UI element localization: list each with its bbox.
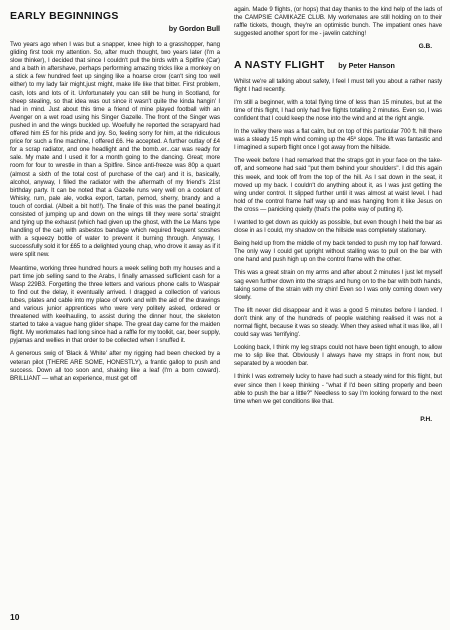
page-number: 10 <box>10 612 20 622</box>
article-paragraph: The lift never did disappear and it was a good 5 minutes before I landed. I don't think any of the hundreds of people watching realised it was not a normal flight, because it was so steady. When they asked what it was like, all I could say was 'terrifying'. <box>234 306 442 339</box>
article-paragraph: This was a great strain on my arms and after about 2 minutes I just let myself sag even further down into the straps and hung on to the bar with both hands, taking some of the strain with my chin! Even so I was only coming down very slowly. <box>234 269 442 301</box>
article-paragraph: In the valley there was a flat calm, but on top of this particular 700 ft. hill there was a steady 15 mph wind coming up the 45º slope. The lift was fantastic and I imagined a superb flight once I got away from the hillside. <box>234 128 442 152</box>
article-paragraph: Two years ago when I was but a snapper, knee high to a grasshopper, hang gliding first took my attention. So, after much thought, two years later (I'm a slow thinker), I decided that since I couldn't pull the birds with a Spitfire (Car) and a bath in aftershave, perhaps performing amazing tricks like a monkey on a stick a few hundred feet up singing like a hoarse crow (can't sing too well either) to my lady fair might,just might, make life like that bitter. First problem, cash, lots and lots of it. Unfortunately you can still be hung in Scotland, for sheep stealing, so that idea was out since it wasn't quite the kinda hangin' I had in mind. Just about this time a friend of mine played football with an Avenger on a wet road using his Singer Gazelle. The front of the Singer was pushed in and the wings buckled up. Woefully he reported the scrapyard had offered him £5 for his pride and joy. So, feeling sorry for him, at the ridiculous price for such a fine machine, I offered £6. He accepted. A further outlay of £4 for a scrap radiator, and one headlight and the bomb..er...car was ready for sale. My mate and I used it for a month going to the dancing. Great; more room for four to wrestle in than a Spitfire. Since anti-freeze was 80p a quart (almost a sixth of the total cost of purchase of the car) and it is, basically, alcohol, anyway, I filled the radiator with the aftermath of my friend's 21st birthday party. It can be noted that a Gazelle runs very well on a coolant of Whisky, rum, pale ale, vodka export, tartan, pernod, sherry, brandy and a touch of cordial. (Albeit a bit hot!!). The finale of this was the panel beating,it consisted of jumping up and down on the wings till they were sorta' straight and tying up the exhaust (which had given up the ghost, with the Le Mans type handling of the car) with asbestos bandage which required frequent scoshes with a squeezy bottle of water to prevent it burning through. Anyway, I successfully sold it for £65 to a delighted young chap, who drove it away as if it were split new. <box>10 41 220 259</box>
article-paragraph: Whilst we're all talking about safety, I feel I must tell you about a rather nasty flight I had recently. <box>234 77 442 93</box>
article-paragraph: again. Made 9 flights, (or hops) that day thanks to the kind help of the lads of the CAMPSIE CAMIKAZE CLUB. My workmates are still holding on to their raffle tickets, though, they're an optimistic bunch. The impatient ones have suggested another sport for me - javelin catching! <box>234 6 442 38</box>
author-signature: G.B. <box>418 43 432 51</box>
author-signature: P.H. <box>420 415 432 423</box>
article-byline: by Gordon Bull <box>168 24 220 33</box>
left-column <box>10 6 220 388</box>
right-column <box>234 6 442 424</box>
article-paragraph: Looking back, I think my leg straps could not have been tight enough, to allow me to slip like that. Obviously I always have my straps in front now, but separated by a wooden bar. <box>234 344 442 368</box>
article-byline: by Peter Hanson <box>338 61 395 71</box>
article-title: A NASTY FLIGHT <box>234 59 325 72</box>
article-title: EARLY BEGINNINGS <box>10 10 119 22</box>
article-paragraph: I wanted to get down as quickly as possible, but even though I held the bar as close in as I could, my shadow on the hillside was completely stationary. <box>234 218 442 235</box>
article-paragraph: I think I was extremely lucky to have had such a steady wind for this flight, but ever since then I keep thinking - "what if I'd been sitting properly and been able to push the bar a little?" Needless to say I'm looking forward to the next time when we get conditions like that. <box>234 373 442 405</box>
article-paragraph: I'm still a beginner, with a total flying time of less than 15 minutes, but at the time of this flight, I had only had five flights totalling 2 minutes. Even so, I was confident that I could keep the nose into the wind and at the right angle. <box>234 98 442 122</box>
article-header <box>234 59 442 71</box>
article-paragraph: A generous swig of 'Black & White' after my rigging had been checked by a veteran pilot (THERE ARE SOME, HONESTLY), a frantic gallop to push and success. Down all too soon and, shaking like a leaf (I'm a born coward). BRILLIANT — what an experience, must get off <box>10 350 220 382</box>
article-paragraph: Meantime, working three hundred hours a week selling both my houses and a part time job selling sand to the Arabs, I finally amassed sufficient cash for a Wasp 229B3. Forgetting the three letters and various phone calls to Waspair to find out the delay, it eventually arrived. I dragged a collection of various tubes, plates and cable into my place of work and with the aid of the drawings and various junior apprentices who were very politely asked, ordered or threatened with keelhauling, to assist during the dinner hour, the skeleton started to take a vague hang glider shape. The great day came for the maiden flight. My workmates had long since had a raffle for my toolkit, car, beer supply, pyjamas and wellies in that order to be collected when I snuffed it. <box>10 264 221 345</box>
article-paragraph: Being held up from the middle of my back tended to push my top half forward. The only way I could get upright without stalling was to pull on the bar with one hand and push high up on the control frame with the other. <box>234 240 442 264</box>
article-paragraph: The week before I had remarked that the straps got in your face on the take-off, and someone had said "put them behind your shoulders". I did this again this week, and took off from the top of the hill. As I sat down in the seat, it moved up my back. I couldn't do anything about it, as I was just getting the wing under control. It slipped further until it was almost at waist level. I had hold of the control frame half way up and was hanging from it like Jesus on the cross — panicking quietly (that's the polite way of putting it). <box>234 157 442 213</box>
